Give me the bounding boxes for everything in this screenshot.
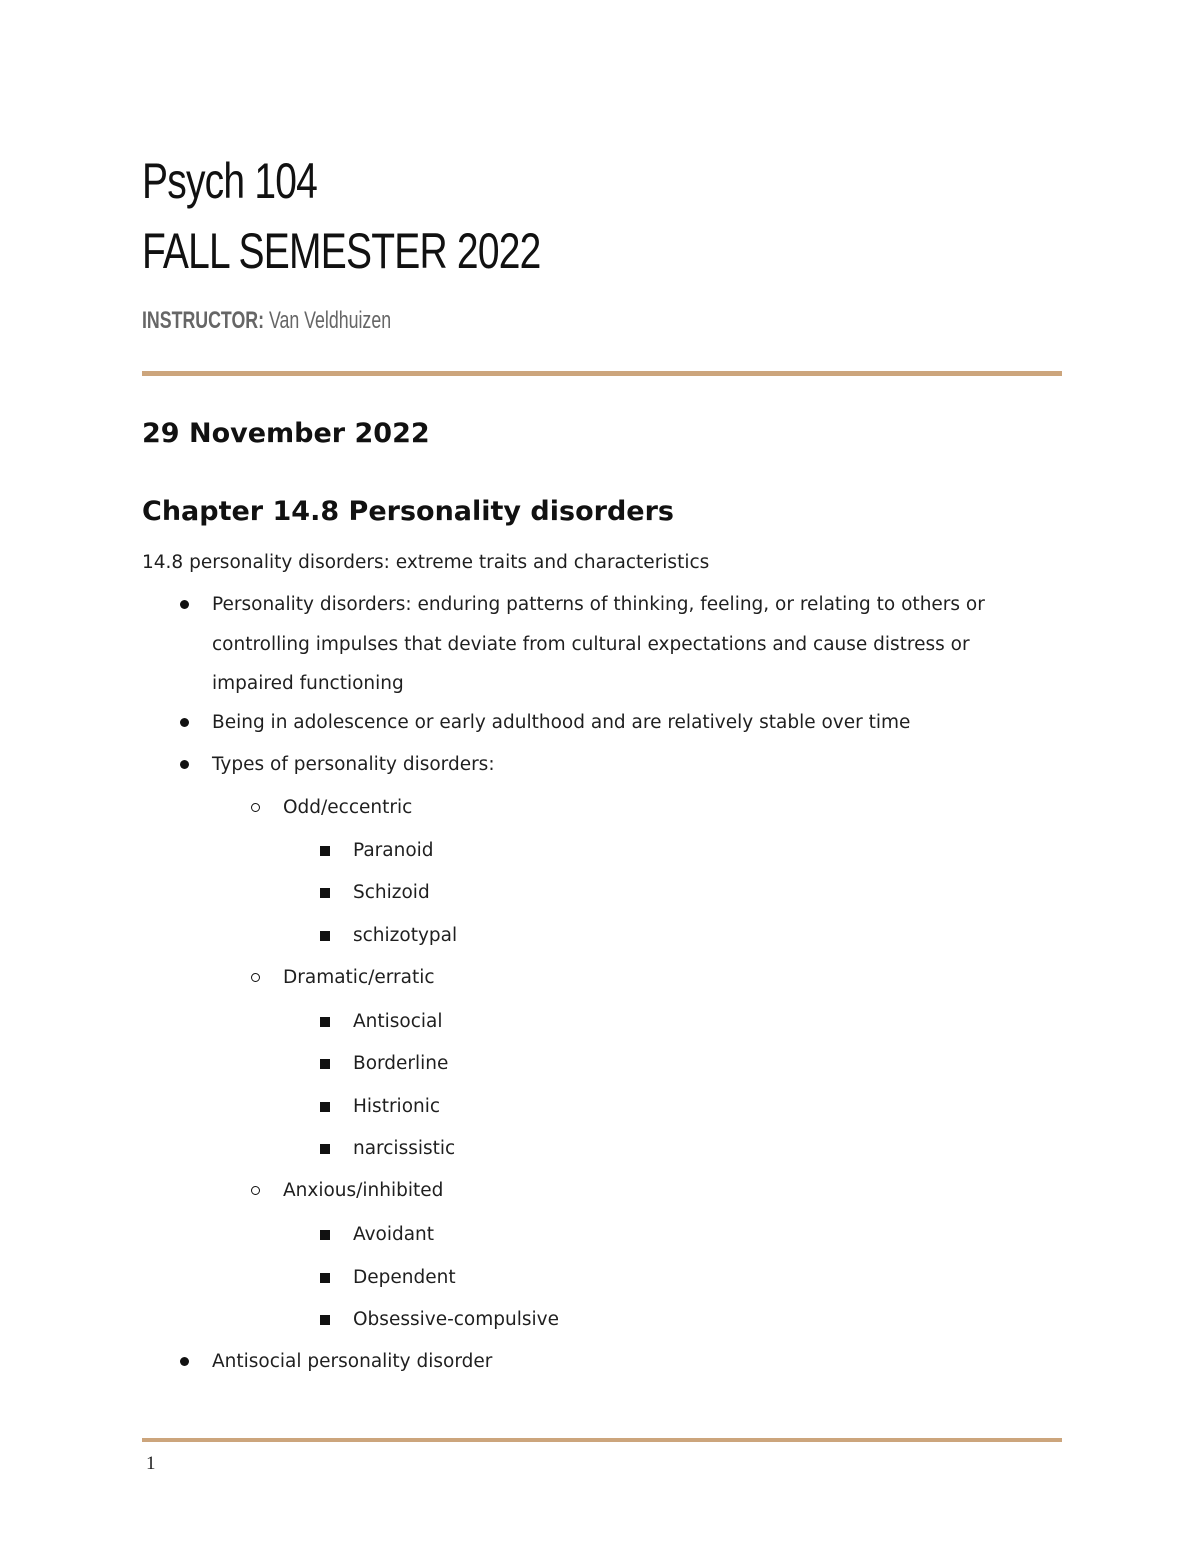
document-title (142, 146, 541, 286)
hollow-circle-bullet-icon (251, 803, 260, 812)
list-item-group: Anxious/inhibited (283, 1171, 443, 1210)
list-item-type: Antisocial (353, 1002, 443, 1041)
page-number: 1 (146, 1453, 156, 1474)
course-title: Psych 104 (142, 153, 318, 209)
list-item: Being in adolescence or early adulthood and are relatively stable over time (212, 703, 910, 742)
list-item-group: Odd/eccentric (283, 788, 412, 827)
filled-circle-bullet-icon (180, 760, 189, 769)
hollow-circle-bullet-icon (251, 1186, 260, 1195)
list-item-type: schizotypal (353, 916, 457, 955)
square-bullet-icon (320, 1059, 330, 1069)
list-item: Personality disorders: enduring patterns of thinking, feeling, or relating to others or (212, 585, 985, 624)
square-bullet-icon (320, 1144, 330, 1154)
list-item-type: Avoidant (353, 1215, 434, 1254)
square-bullet-icon (320, 1273, 330, 1283)
instructor-label: INSTRUCTOR: (142, 307, 265, 334)
square-bullet-icon (320, 846, 330, 856)
footer-divider (142, 1438, 1062, 1442)
square-bullet-icon (320, 1102, 330, 1112)
list-item-type: Obsessive-compulsive (353, 1300, 559, 1339)
square-bullet-icon (320, 1017, 330, 1027)
header-divider (142, 371, 1062, 376)
chapter-heading: Chapter 14.8 Personality disorders (142, 496, 674, 527)
list-item-type: Schizoid (353, 873, 430, 912)
instructor-name: Van Veldhuizen (264, 307, 392, 334)
list-item-type: Dependent (353, 1258, 456, 1297)
list-item-continuation: controlling impulses that deviate from cultural expectations and cause distress or (212, 634, 970, 655)
instructor-line (142, 306, 391, 336)
hollow-circle-bullet-icon (251, 973, 260, 982)
list-item-continuation: impaired functioning (212, 673, 404, 694)
square-bullet-icon (320, 888, 330, 898)
list-item: Types of personality disorders: (212, 745, 495, 784)
filled-circle-bullet-icon (180, 600, 189, 609)
list-item-type: Paranoid (353, 831, 434, 870)
semester-title: FALL SEMESTER 2022 (142, 223, 541, 279)
filled-circle-bullet-icon (180, 718, 189, 727)
intro-paragraph: 14.8 personality disorders: extreme traits and characteristics (142, 552, 710, 573)
list-item-type: Histrionic (353, 1087, 440, 1126)
filled-circle-bullet-icon (180, 1357, 189, 1366)
square-bullet-icon (320, 1315, 330, 1325)
list-item-type: Borderline (353, 1044, 448, 1083)
list-item-group: Dramatic/erratic (283, 958, 435, 997)
list-item-type: narcissistic (353, 1129, 455, 1168)
square-bullet-icon (320, 1230, 330, 1240)
square-bullet-icon (320, 931, 330, 941)
list-item: Antisocial personality disorder (212, 1342, 492, 1381)
date-heading: 29 November 2022 (142, 418, 430, 449)
